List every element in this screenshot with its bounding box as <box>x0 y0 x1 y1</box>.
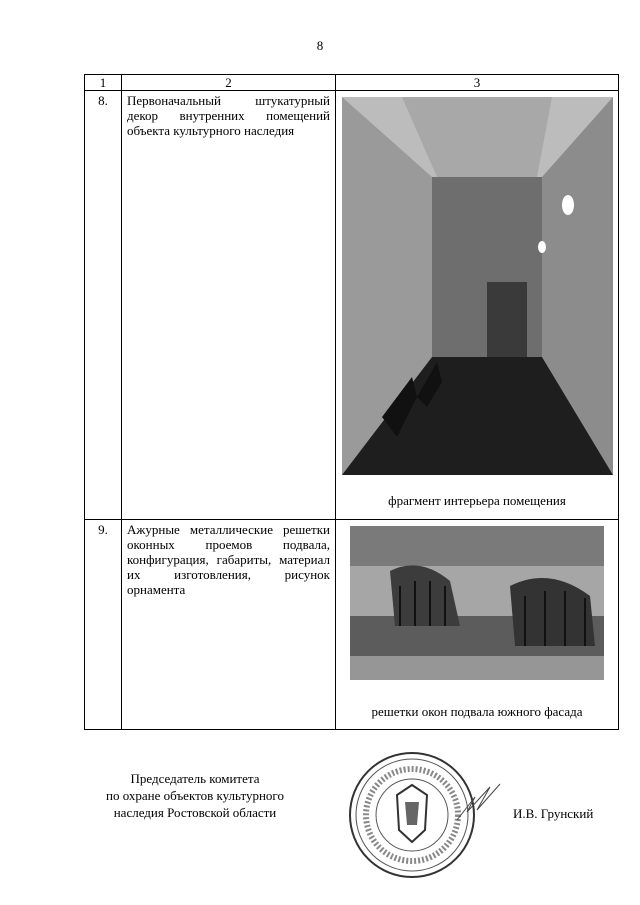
signer-name: И.В. Грунский <box>513 806 594 821</box>
chairman-title-line: по охране объектов культурного <box>106 788 284 803</box>
photo-cell <box>336 520 619 730</box>
chairman-title-line: наследия Ростовской области <box>113 805 277 820</box>
row-description: Ажурные металлические решетки оконных проемов подвала, конфигурация, габариты, материал их изготовления, рисунок орнамента <box>122 520 336 730</box>
row-description: Первоначальный штукатурный декор внутренних помещений объекта культурного наследия <box>122 91 336 520</box>
heritage-elements-table <box>84 74 619 730</box>
chairman-title-line: Председатель комитета <box>130 771 260 786</box>
table-row <box>85 520 619 730</box>
column-header-3: 3 <box>336 75 619 91</box>
row-number: 8. <box>85 91 122 520</box>
column-header-1: 1 <box>85 75 122 91</box>
table-header-row <box>85 75 619 91</box>
chairman-title <box>60 770 330 821</box>
photo-caption: решетки окон подвала южного фасада <box>371 704 583 719</box>
row-number: 9. <box>85 520 122 730</box>
column-header-2: 2 <box>122 75 336 91</box>
handwritten-signature-icon <box>455 782 505 822</box>
basement-window-grilles-photo <box>350 526 604 680</box>
photo-cell <box>336 91 619 520</box>
table-row <box>85 91 619 520</box>
page-number: 8 <box>316 38 324 53</box>
corridor-interior-photo <box>342 97 613 475</box>
photo-caption: фрагмент интерьера помещения <box>388 493 566 508</box>
